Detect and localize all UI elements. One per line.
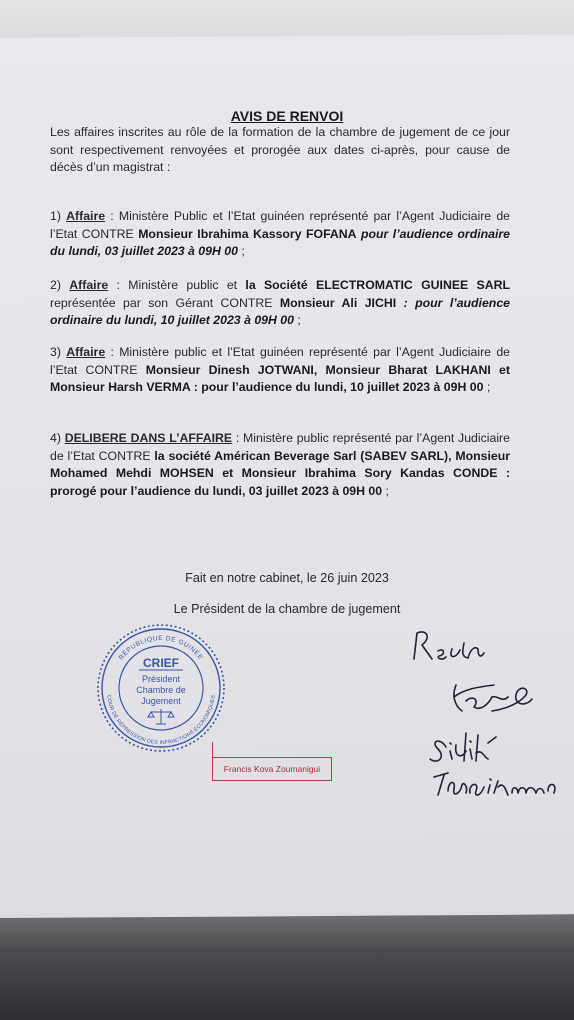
stamp-line-1: Président — [141, 674, 181, 684]
stamp-line-2: Chambre de — [136, 685, 186, 695]
signature-name-box: Francis Kova Zoumanigui — [212, 757, 332, 781]
item-3-label: Affaire — [66, 345, 106, 360]
signatory-title: Le Président de la chambre de jugement — [173, 602, 401, 616]
item-3-text: : Ministère public et l’Etat guinéen représenté par l’Agent Judiciaire de l’Etat CONTRE — [50, 345, 510, 377]
background-bottom — [0, 915, 574, 1020]
item-4-label: DELIBERE DANS L’AFFAIRE — [64, 431, 233, 446]
item-2-end: ; — [293, 313, 301, 328]
handwritten-receipt — [408, 625, 568, 805]
item-4 — [50, 430, 510, 500]
stamp-line-3: Jugement — [141, 696, 181, 706]
item-2-text: : Ministère public et — [108, 278, 246, 293]
item-3 — [50, 344, 510, 396]
scales-of-justice-icon — [148, 709, 174, 724]
handwriting-line-3 — [434, 773, 555, 795]
item-2-text2: représentée par son Gérant CONTRE — [50, 295, 280, 310]
item-1-date: pour l’audience ordinaire du lundi, 03 juillet 2023 à 09H 00 — [50, 226, 511, 259]
stamp-ring-bottom: COUR DE RÉPRESSION DES INFRACTIONS ÉCONOMIQUES — [105, 694, 217, 747]
item-1-number: 1) — [50, 209, 61, 224]
place-date: Fait en notre cabinet, le 26 juin 2023 — [185, 571, 389, 585]
item-4-parties: la société Américan Beverage Sarl (SABEV SARL), Monsieur Mohamed Mehdi MOHSEN et Monsieur Ibrahima Sory Kandas CONDE : prorogé pour l’audience du lundi, 03 juillet 2023 à 09H 00 — [50, 448, 510, 498]
item-3-end: ; — [483, 380, 491, 395]
stamp-acronym: CRIEF — [143, 656, 179, 670]
item-2-company: la Société ELECTROMATIC GUINEE SARL — [245, 278, 510, 293]
item-1 — [50, 208, 510, 260]
signature-scribble — [454, 685, 532, 711]
item-3-number: 3) — [50, 345, 61, 360]
handwriting-line-1 — [414, 632, 484, 659]
item-4-number: 4) — [50, 431, 61, 446]
handwriting-line-2 — [430, 733, 496, 761]
item-1-party: Monsieur Ibrahima Kassory FOFANA — [138, 226, 357, 241]
stamp-ring-top: RÉPUBLIQUE DE GUINÉE — [117, 634, 205, 662]
item-1-label: Affaire — [66, 209, 106, 224]
item-4-end: ; — [382, 483, 389, 498]
item-3-parties: Monsieur Dinesh JOTWANI, Monsieur Bharat LAKHANI et Monsieur Harsh VERMA : pour l’audience du lundi, 10 juillet 2023 à 09H 00 — [50, 362, 510, 395]
item-2-date: : pour l’audience ordinaire du lundi, 10 juillet 2023 à 09H 00 — [50, 295, 510, 328]
document-title: AVIS DE RENVOI — [230, 108, 344, 124]
item-2-party: Monsieur Ali JICHI — [279, 295, 397, 310]
item-2 — [50, 277, 510, 329]
item-1-end: ; — [237, 244, 245, 259]
item-4-text: : Ministère public représenté par l’Agent Judiciaire de l’Etat CONTRE — [50, 431, 510, 463]
intro-paragraph: Les affaires inscrites au rôle de la formation de la chambre de jugement de ce jour sont respectivement renvoyées et prorogée aux dates ci-après, pour cause de décès d’un magistrat : — [50, 125, 510, 175]
item-2-number: 2) — [50, 278, 61, 293]
official-stamp — [93, 620, 229, 756]
item-2-label: Affaire — [69, 278, 109, 293]
item-1-text: : Ministère Public et l’Etat guinéen représenté par l’Agent Judiciaire de l’Etat CONTRE — [50, 209, 511, 241]
